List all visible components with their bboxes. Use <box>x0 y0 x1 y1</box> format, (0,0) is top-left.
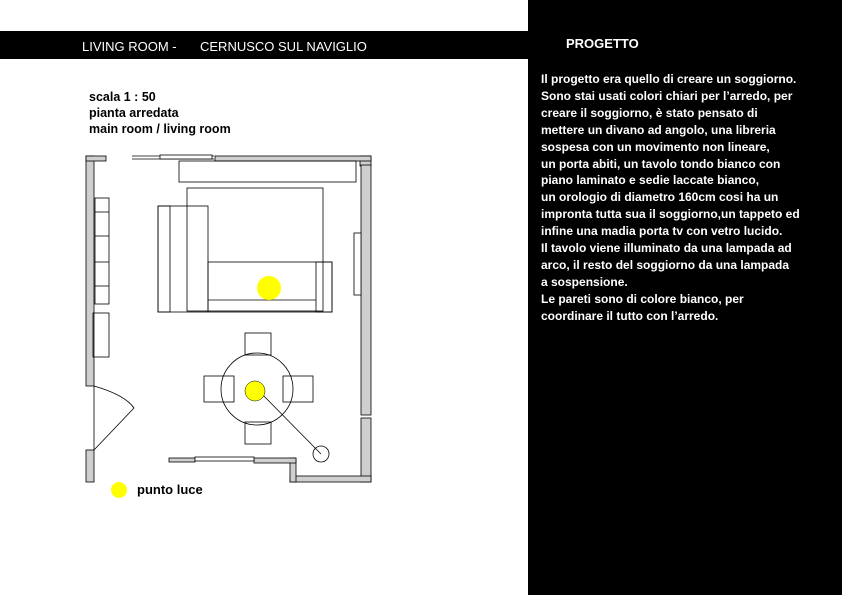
plan-type: pianta arredata <box>89 106 179 120</box>
description-text <box>541 71 841 325</box>
wall-top <box>215 156 371 161</box>
description-line: mettere un divano ad angolo, una libreria <box>541 122 776 137</box>
light-point-legend-icon <box>111 482 127 498</box>
description-line: Le pareti sono di colore bianco, per <box>541 291 744 306</box>
wall-right-lower <box>361 418 371 482</box>
description-line: impronta tutta sua il soggiorno,un tappeto ed <box>541 207 800 222</box>
sofa-left <box>158 206 208 312</box>
wall-top-left-stub <box>86 156 106 161</box>
sofa-bottom-arm <box>316 262 332 312</box>
chair-left <box>204 376 234 402</box>
tv-cabinet <box>354 233 361 295</box>
description-line: Sono stai usati colori chiari per l’arredo, per <box>541 88 793 103</box>
door-swing <box>94 386 134 450</box>
description-line: un porta abiti, un tavolo tondo bianco con <box>541 156 781 171</box>
wall-right <box>361 165 371 415</box>
description-line: Il tavolo viene illuminato da una lampada ad <box>541 241 792 256</box>
wall-left-lower <box>86 450 94 482</box>
coat-rack <box>93 313 109 357</box>
title-location: CERNUSCO SUL NAVIGLIO <box>200 39 367 54</box>
legend-label: punto luce <box>137 482 203 497</box>
description-line: Il progetto era quello di creare un soggiorno. <box>541 72 797 86</box>
description-line: sospesa con un movimento non lineare, <box>541 139 770 154</box>
light-point-table <box>245 381 265 401</box>
description-line: creare il soggiorno, è stato pensato di <box>541 105 758 120</box>
light-point-sofa <box>257 276 281 300</box>
description-line: arco, il resto del soggiorno da una lampada <box>541 257 790 272</box>
description-line: infine una madia porta tv con vetro lucido. <box>541 224 783 239</box>
plan-scale: scala 1 : 50 <box>89 90 156 104</box>
description-line: un orologio di diametro 160cm cosi ha un <box>541 190 779 205</box>
window-frame-top <box>160 155 212 159</box>
console-table <box>179 161 356 182</box>
progetto-title: PROGETTO <box>566 36 639 51</box>
rug <box>187 188 323 311</box>
bookshelf <box>95 198 109 304</box>
chair-right <box>283 376 313 402</box>
wall-bottom-right <box>290 476 371 482</box>
description-line: a sospensione. <box>541 274 628 289</box>
chair-top <box>245 333 271 355</box>
window-bottom <box>195 457 254 461</box>
wall-bottom-mid <box>254 458 296 463</box>
plan-room: main room / living room <box>89 122 231 136</box>
title-room: LIVING ROOM - <box>82 39 177 54</box>
wall-bottom-left <box>169 458 195 462</box>
sofa-left-arm <box>158 206 170 312</box>
description-line: piano laminato e sedie laccate bianco, <box>541 173 760 188</box>
description-line: coordinare il tutto con l’arredo. <box>541 308 719 323</box>
